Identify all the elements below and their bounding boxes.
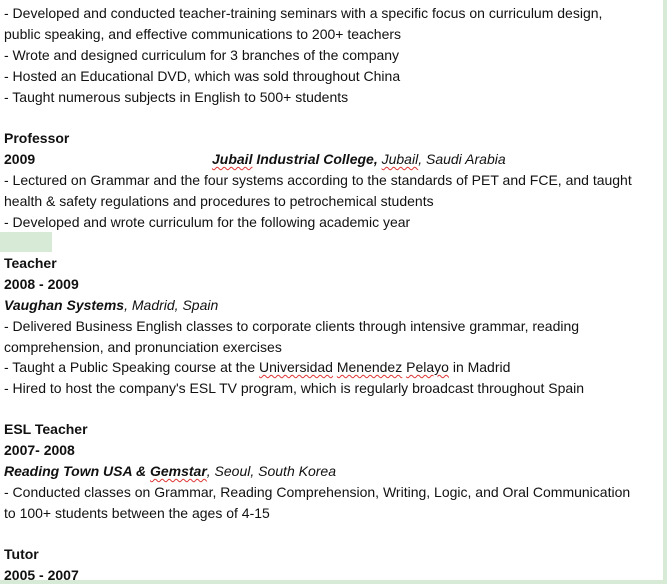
job-title-teacher: Teacher xyxy=(4,255,57,271)
text-line: - Taught numerous subjects in English to 500+ students xyxy=(4,89,349,105)
text-line: public speaking, and effective communications to 200+ teachers xyxy=(4,26,402,42)
job-org-professor xyxy=(212,151,506,168)
org-name: Vaughan Systems xyxy=(4,297,125,313)
job-title-tutor: Tutor xyxy=(4,546,39,562)
text-line: - Conducted classes on Grammar, Reading Comprehension, Writing, Logic, and Oral Communication xyxy=(4,484,631,500)
org-name: Reading Town USA & xyxy=(4,463,150,479)
org-word-jubail: Jubail xyxy=(212,151,253,167)
country-text: , Saudi Arabia xyxy=(418,151,506,167)
job-org-teacher xyxy=(4,297,218,314)
text-line: to 100+ students between the ages of 4-15 xyxy=(4,505,270,521)
job-year-professor: 2009 xyxy=(4,151,36,167)
text-line: - Developed and conducted teacher-training seminars with a specific focus on curriculum design, xyxy=(4,5,603,21)
job-title-professor: Professor xyxy=(4,130,70,146)
bullet-text: - Taught a Public Speaking course at the xyxy=(4,359,260,375)
text-line: comprehension, and pronunciation exercises xyxy=(4,339,282,355)
org-name-rest: Industrial College, xyxy=(252,151,382,167)
org-location: , Seoul, South Korea xyxy=(206,463,336,479)
selection-highlight xyxy=(0,232,52,252)
org-location: , Madrid, Spain xyxy=(124,297,219,313)
text-line: health & safety regulations and procedures to petrochemical students xyxy=(4,193,434,209)
city-jubail: Jubail xyxy=(381,151,419,167)
job-years-teacher: 2008 - 2009 xyxy=(4,276,79,292)
org-name-spell: Gemstar xyxy=(149,463,207,479)
spell-word: Pelayo xyxy=(406,359,449,375)
spell-word: Universidad xyxy=(259,359,333,375)
spell-word: Menendez xyxy=(336,359,403,375)
text-line: - Delivered Business English classes to corporate clients through intensive grammar, reading xyxy=(4,318,580,334)
text-line: - Developed and wrote curriculum for the following academic year xyxy=(4,214,411,230)
text-line xyxy=(4,359,510,376)
job-years-esl: 2007- 2008 xyxy=(4,442,75,458)
text-line: - Wrote and designed curriculum for 3 branches of the company xyxy=(4,47,400,63)
job-title-esl: ESL Teacher xyxy=(4,421,88,437)
text-line: - Hired to host the company's ESL TV program, which is regularly broadcast throughout Spain xyxy=(4,380,585,396)
text-line: - Lectured on Grammar and the four systems according to the standards of PET and FCE, and taught xyxy=(4,172,632,188)
text-line: - Hosted an Educational DVD, which was sold throughout China xyxy=(4,68,401,84)
job-years-tutor: 2005 - 2007 xyxy=(4,567,79,583)
bullet-text: in Madrid xyxy=(448,359,511,375)
job-org-esl xyxy=(4,463,336,480)
